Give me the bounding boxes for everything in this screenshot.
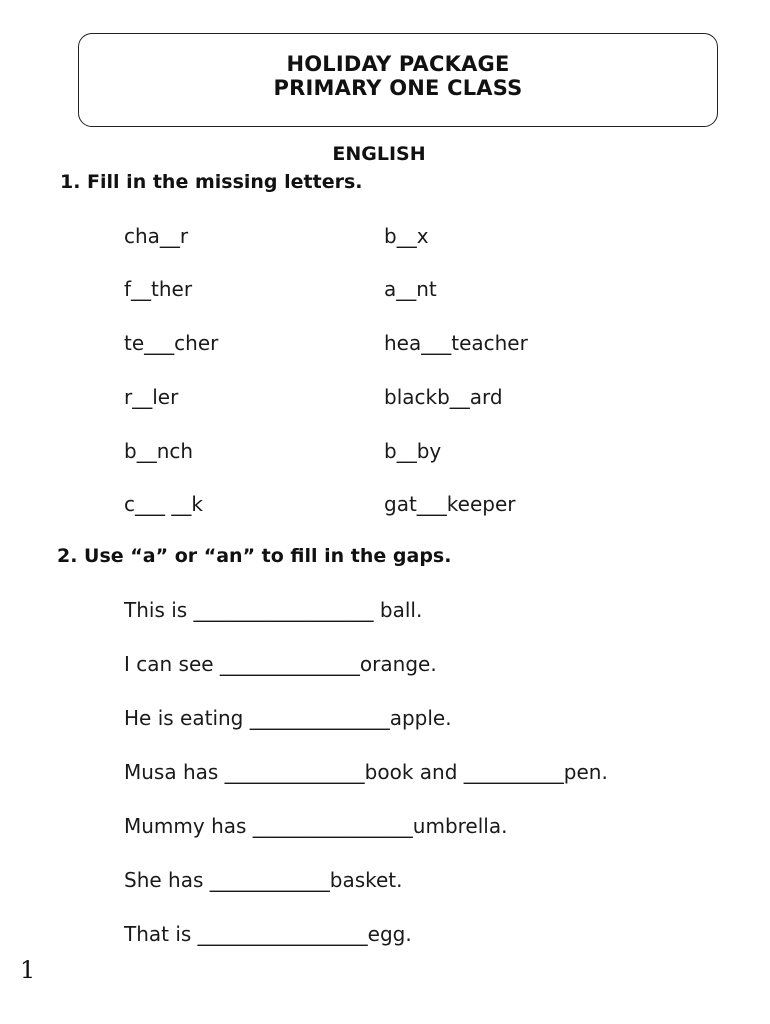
page-number: 1 (20, 956, 36, 984)
missing-letter-word: hea___teacher (384, 331, 528, 355)
gap-fill-sentence: Musa has ______________book and __________pen. (124, 760, 608, 784)
missing-letter-word: a__nt (384, 277, 437, 301)
missing-letter-word: r__ler (124, 385, 179, 409)
subject-heading: ENGLISH (332, 143, 426, 165)
missing-letter-word: b__by (384, 439, 442, 463)
missing-letter-word: blackb__ard (384, 385, 503, 409)
missing-letter-word: cha__r (124, 224, 189, 248)
missing-letter-word: te___cher (124, 331, 219, 355)
gap-fill-sentence: She has ____________basket. (124, 868, 403, 892)
header-box (78, 33, 718, 127)
question-1-title: 1. Fill in the missing letters. (60, 171, 363, 193)
missing-letter-word: c___ __k (124, 492, 203, 516)
missing-letter-word: b__x (384, 224, 429, 248)
gap-fill-sentence: That is _________________egg. (124, 922, 412, 946)
missing-letter-word: b__nch (124, 439, 194, 463)
gap-fill-sentence: Mummy has ________________umbrella. (124, 814, 508, 838)
header-title-line1: HOLIDAY PACKAGE (286, 52, 510, 76)
missing-letter-word: f__ther (124, 277, 193, 301)
question-2-title: 2. Use “a” or “an” to fill in the gaps. (57, 545, 452, 567)
missing-letter-word: gat___keeper (384, 492, 516, 516)
header-title-line2: PRIMARY ONE CLASS (273, 76, 523, 100)
gap-fill-sentence: I can see ______________orange. (124, 652, 437, 676)
gap-fill-sentence: This is __________________ ball. (124, 598, 423, 622)
gap-fill-sentence: He is eating ______________apple. (124, 706, 452, 730)
